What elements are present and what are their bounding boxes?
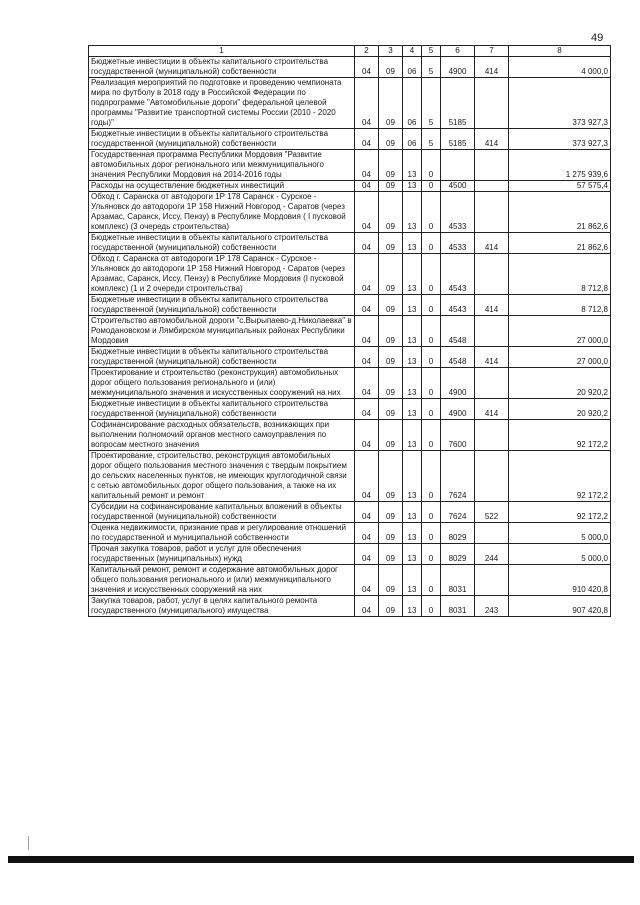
- table-row: [89, 544, 611, 565]
- table-row: [89, 192, 611, 233]
- amount-cell: 21 862,6: [509, 233, 611, 254]
- code-cell: 244: [475, 544, 509, 565]
- code-cell: 0: [422, 544, 441, 565]
- amount-cell: 5 000,0: [509, 523, 611, 544]
- row-description: Бюджетные инвестиции в объекты капитального строительства государственной (муниципальной) собственности: [89, 399, 355, 420]
- table-row: [89, 399, 611, 420]
- code-cell: [475, 150, 509, 181]
- code-cell: 414: [475, 57, 509, 78]
- code-cell: 13: [403, 399, 422, 420]
- amount-cell: 92 172,2: [509, 451, 611, 502]
- code-cell: 04: [355, 57, 379, 78]
- row-description: Государственная программа Республики Мордовия "Развитие автомобильных дорог регионального или межмуниципального значения Республики Мордовия на 2014-2016 годы: [89, 150, 355, 181]
- code-cell: 13: [403, 523, 422, 544]
- code-cell: 04: [355, 181, 379, 192]
- table-row: [89, 368, 611, 399]
- code-cell: 04: [355, 129, 379, 150]
- code-cell: 09: [379, 502, 403, 523]
- code-cell: 522: [475, 502, 509, 523]
- table-row: [89, 420, 611, 451]
- code-cell: [475, 192, 509, 233]
- code-cell: 4900: [441, 57, 475, 78]
- code-cell: 09: [379, 368, 403, 399]
- code-cell: [475, 254, 509, 295]
- code-cell: 0: [422, 502, 441, 523]
- code-cell: 04: [355, 399, 379, 420]
- table-row: [89, 523, 611, 544]
- code-cell: 04: [355, 78, 379, 129]
- code-cell: 09: [379, 596, 403, 617]
- table-row: [89, 129, 611, 150]
- column-header: 4: [403, 46, 422, 57]
- code-cell: 13: [403, 420, 422, 451]
- amount-cell: 57 575,4: [509, 181, 611, 192]
- row-description: Оценка недвижимости, признание прав и регулирование отношений по государственной и муниципальной собственности: [89, 523, 355, 544]
- code-cell: 4543: [441, 295, 475, 316]
- code-cell: 13: [403, 316, 422, 347]
- code-cell: 09: [379, 565, 403, 596]
- table-row: [89, 254, 611, 295]
- code-cell: 09: [379, 451, 403, 502]
- code-cell: 04: [355, 233, 379, 254]
- column-header: 5: [422, 46, 441, 57]
- code-cell: 04: [355, 596, 379, 617]
- amount-cell: 20 920,2: [509, 399, 611, 420]
- code-cell: 04: [355, 544, 379, 565]
- code-cell: 414: [475, 347, 509, 368]
- code-cell: 09: [379, 192, 403, 233]
- code-cell: 0: [422, 368, 441, 399]
- code-cell: 0: [422, 451, 441, 502]
- code-cell: 0: [422, 565, 441, 596]
- code-cell: 04: [355, 523, 379, 544]
- table-row: [89, 78, 611, 129]
- budget-table: [88, 45, 611, 617]
- code-cell: 04: [355, 502, 379, 523]
- code-cell: [475, 368, 509, 399]
- code-cell: 7600: [441, 420, 475, 451]
- code-cell: 4533: [441, 192, 475, 233]
- code-cell: 0: [422, 254, 441, 295]
- code-cell: [475, 565, 509, 596]
- code-cell: 4543: [441, 254, 475, 295]
- code-cell: 4500: [441, 181, 475, 192]
- code-cell: [475, 420, 509, 451]
- code-cell: 09: [379, 57, 403, 78]
- code-cell: 7624: [441, 502, 475, 523]
- column-header: 2: [355, 46, 379, 57]
- table-row: [89, 451, 611, 502]
- code-cell: 09: [379, 233, 403, 254]
- code-cell: 09: [379, 316, 403, 347]
- table-row: [89, 295, 611, 316]
- code-cell: 0: [422, 181, 441, 192]
- code-cell: 0: [422, 347, 441, 368]
- code-cell: 09: [379, 78, 403, 129]
- row-description: Проектирование и строительство (реконструкция) автомобильных дорог общего пользования регионального и (или) межмуниципального значения и искусственных сооружений на них: [89, 368, 355, 399]
- code-cell: 7624: [441, 451, 475, 502]
- amount-cell: 21 862,6: [509, 192, 611, 233]
- code-cell: 13: [403, 596, 422, 617]
- code-cell: 414: [475, 295, 509, 316]
- column-header: 8: [509, 46, 611, 57]
- table-row: [89, 57, 611, 78]
- code-cell: [441, 150, 475, 181]
- code-cell: 04: [355, 565, 379, 596]
- code-cell: 8031: [441, 596, 475, 617]
- code-cell: 13: [403, 192, 422, 233]
- row-description: Реализация мероприятий по подготовке и проведению чемпионата мира по футболу в 2018 году в Российской Федерации по подпрограмме "Автомобильные дороги" федеральной целевой программы "Развитие транспортной системы России (2010 - 2020 годы)": [89, 78, 355, 129]
- amount-cell: 5 000,0: [509, 544, 611, 565]
- amount-cell: 1 275 939,6: [509, 150, 611, 181]
- code-cell: 8031: [441, 565, 475, 596]
- code-cell: 0: [422, 596, 441, 617]
- code-cell: [475, 78, 509, 129]
- code-cell: 09: [379, 181, 403, 192]
- code-cell: 5: [422, 57, 441, 78]
- code-cell: 4900: [441, 368, 475, 399]
- code-cell: 09: [379, 523, 403, 544]
- row-description: Обход г. Саранска от автодороги 1Р 178 Саранск - Сурское - Ульяновск до автодороги 1Р 158 Нижний Новгород - Саратов (через Арзамас, Саранск, Иссу, Пензу) в Республике Мордовия (I пусковой комплекс) (1 и 2 очереди строительства): [89, 254, 355, 295]
- code-cell: 4548: [441, 347, 475, 368]
- row-description: Бюджетные инвестиции в объекты капитального строительства государственной (муниципальной) собственности: [89, 129, 355, 150]
- amount-cell: 92 172,2: [509, 420, 611, 451]
- code-cell: 04: [355, 420, 379, 451]
- column-header: 3: [379, 46, 403, 57]
- code-cell: 4533: [441, 233, 475, 254]
- code-cell: 13: [403, 254, 422, 295]
- code-cell: 13: [403, 181, 422, 192]
- table-row: [89, 502, 611, 523]
- code-cell: 8029: [441, 523, 475, 544]
- table-row: [89, 150, 611, 181]
- row-description: Бюджетные инвестиции в объекты капитального строительства государственной (муниципальной) собственности: [89, 57, 355, 78]
- amount-cell: 8 712,8: [509, 254, 611, 295]
- table-row: [89, 316, 611, 347]
- row-description: Бюджетные инвестиции в объекты капитального строительства государственной (муниципальной) собственности: [89, 233, 355, 254]
- code-cell: 4548: [441, 316, 475, 347]
- code-cell: 06: [403, 129, 422, 150]
- code-cell: 5185: [441, 78, 475, 129]
- code-cell: 5: [422, 129, 441, 150]
- code-cell: 0: [422, 192, 441, 233]
- code-cell: 04: [355, 295, 379, 316]
- code-cell: 5: [422, 78, 441, 129]
- row-description: Проектирование, строительство, реконструкция автомобильных дорог общего пользования местного значения с твердым покрытием до сельских населенных пунктов, не имеющих круглогодичной связи с сетью автомобильных дорог общего пользования, а также на их капитальный ремонт и ремонт: [89, 451, 355, 502]
- table-header-row: [89, 46, 611, 57]
- code-cell: 13: [403, 233, 422, 254]
- code-cell: 0: [422, 420, 441, 451]
- code-cell: 04: [355, 316, 379, 347]
- code-cell: 09: [379, 399, 403, 420]
- code-cell: 13: [403, 451, 422, 502]
- code-cell: 414: [475, 233, 509, 254]
- code-cell: 243: [475, 596, 509, 617]
- amount-cell: 910 420,8: [509, 565, 611, 596]
- code-cell: 4900: [441, 399, 475, 420]
- row-description: Субсидии на софинансирование капитальных вложений в объекты государственной (муниципальной) собственности: [89, 502, 355, 523]
- row-description: Закупка товаров, работ, услуг в целях капитального ремонта государственного (муниципального) имущества: [89, 596, 355, 617]
- code-cell: 09: [379, 254, 403, 295]
- code-cell: 13: [403, 565, 422, 596]
- row-description: Прочая закупка товаров, работ и услуг для обеспечения государственных (муниципальных) нужд: [89, 544, 355, 565]
- row-description: Капитальный ремонт, ремонт и содержание автомобильных дорог общего пользования регионального и (или) межмуниципального значения и искусственных сооружений на них: [89, 565, 355, 596]
- amount-cell: 907 420,8: [509, 596, 611, 617]
- code-cell: 09: [379, 347, 403, 368]
- scan-mark: [28, 836, 29, 850]
- code-cell: 06: [403, 78, 422, 129]
- table-row: [89, 347, 611, 368]
- column-header: 1: [89, 46, 355, 57]
- code-cell: 04: [355, 192, 379, 233]
- code-cell: 04: [355, 451, 379, 502]
- row-description: Бюджетные инвестиции в объекты капитального строительства государственной (муниципальной) собственности: [89, 295, 355, 316]
- code-cell: 13: [403, 347, 422, 368]
- code-cell: 8029: [441, 544, 475, 565]
- page-number: 49: [591, 32, 604, 44]
- code-cell: 0: [422, 399, 441, 420]
- code-cell: 0: [422, 316, 441, 347]
- code-cell: 0: [422, 150, 441, 181]
- amount-cell: 8 712,8: [509, 295, 611, 316]
- code-cell: 5185: [441, 129, 475, 150]
- amount-cell: 373 927,3: [509, 78, 611, 129]
- code-cell: 04: [355, 347, 379, 368]
- amount-cell: 373 927,3: [509, 129, 611, 150]
- code-cell: 0: [422, 523, 441, 544]
- code-cell: 13: [403, 544, 422, 565]
- amount-cell: 4 000,0: [509, 57, 611, 78]
- code-cell: 09: [379, 544, 403, 565]
- table-row: [89, 565, 611, 596]
- code-cell: 414: [475, 129, 509, 150]
- scan-edge-bar: [8, 856, 634, 863]
- table-row: [89, 233, 611, 254]
- row-description: Обход г. Саранска от автодороги 1Р 178 Саранск - Сурское - Ульяновск до автодороги 1Р 158 Нижний Новгород - Саратов (через Арзамас, Саранск, Иссу, Пензу) в Республике Мордовия ( I пусковой комплекс) (3 очередь строительства): [89, 192, 355, 233]
- row-description: Расходы на осуществление бюджетных инвестиций: [89, 181, 355, 192]
- code-cell: 09: [379, 420, 403, 451]
- column-header: 6: [441, 46, 475, 57]
- code-cell: 414: [475, 399, 509, 420]
- code-cell: 13: [403, 368, 422, 399]
- amount-cell: 20 920,2: [509, 368, 611, 399]
- code-cell: 0: [422, 295, 441, 316]
- code-cell: 06: [403, 57, 422, 78]
- code-cell: 04: [355, 254, 379, 295]
- amount-cell: 92 172,2: [509, 502, 611, 523]
- code-cell: [475, 523, 509, 544]
- code-cell: [475, 316, 509, 347]
- code-cell: [475, 451, 509, 502]
- table-row: [89, 596, 611, 617]
- code-cell: 09: [379, 129, 403, 150]
- code-cell: 09: [379, 150, 403, 181]
- code-cell: 13: [403, 502, 422, 523]
- code-cell: [475, 181, 509, 192]
- row-description: Софинансирование расходных обязательств, возникающих при выполнении полномочий органов местного самоуправления по вопросам местного значения: [89, 420, 355, 451]
- code-cell: 04: [355, 368, 379, 399]
- code-cell: 13: [403, 295, 422, 316]
- code-cell: 09: [379, 295, 403, 316]
- code-cell: 0: [422, 233, 441, 254]
- row-description: Строительство автомобильной дороги "с.Вырыпаево-д.Николаевка" в Ромодановском и Лямбирском муниципальных районах Республики Мордовия: [89, 316, 355, 347]
- code-cell: 04: [355, 150, 379, 181]
- row-description: Бюджетные инвестиции в объекты капитального строительства государственной (муниципальной) собственности: [89, 347, 355, 368]
- code-cell: 13: [403, 150, 422, 181]
- table-body: [89, 57, 611, 617]
- amount-cell: 27 000,0: [509, 316, 611, 347]
- column-header: 7: [475, 46, 509, 57]
- amount-cell: 27 000,0: [509, 347, 611, 368]
- table-row: [89, 181, 611, 192]
